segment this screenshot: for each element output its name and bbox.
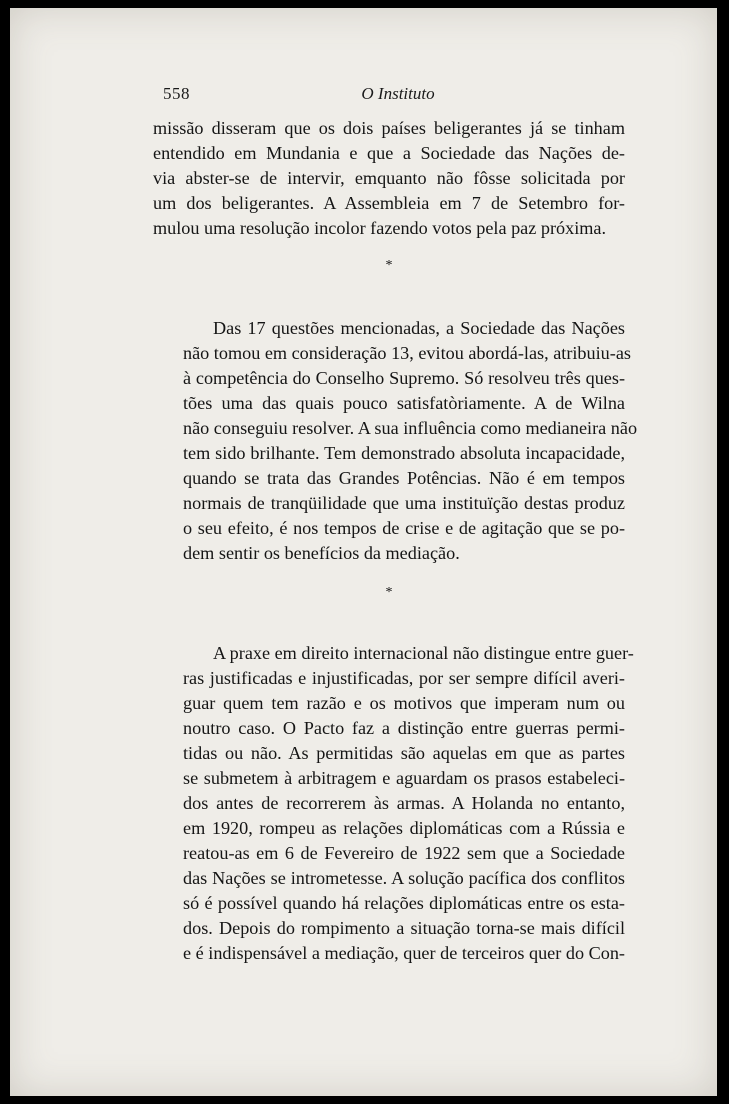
text-line: das Nações se intrometesse. A solução pacífica dos conflitos bbox=[183, 868, 625, 888]
running-title: O Instituto bbox=[361, 84, 435, 103]
text-line: via abster-se de intervir, emquanto não fôsse solicitada por bbox=[153, 168, 625, 188]
paragraph-1 bbox=[153, 116, 625, 241]
paragraph-3 bbox=[153, 641, 634, 966]
paragraph-2 bbox=[153, 316, 638, 566]
text-line: dos antes de recorrerem às armas. A Holanda no entanto, bbox=[183, 793, 625, 813]
text-line: quando se trata das Grandes Potências. Não é em tempos bbox=[183, 468, 625, 488]
text-line: à competência do Conselho Supremo. Só resolveu três ques- bbox=[183, 368, 625, 388]
text-line: tões uma das quais pouco satisfatòriamente. A de Wilna bbox=[183, 393, 625, 413]
text-line: reatou-as em 6 de Fevereiro de 1922 sem que a Sociedade bbox=[183, 843, 625, 863]
text-line: se submetem à arbitragem e aguardam os prasos estabeleci- bbox=[183, 768, 625, 788]
text-line: normais de tranqüilidade que uma instituïção destas produz bbox=[183, 493, 625, 513]
page-header bbox=[163, 84, 633, 110]
body-text bbox=[153, 116, 638, 966]
section-separator: * bbox=[385, 258, 393, 273]
text-line: tem sido brilhante. Tem demonstrado absoluta incapacidade, bbox=[183, 443, 625, 463]
text-line: missão disseram que os dois países beligerantes já se tinham bbox=[153, 118, 625, 138]
text-line: ras justificadas e injustificadas, por ser sempre difícil averi- bbox=[183, 668, 625, 688]
text-line: tidas ou não. As permitidas são aquelas em que as partes bbox=[183, 743, 625, 763]
text-line: guar quem tem razão e os motivos que imperam num ou bbox=[183, 693, 625, 713]
text-line: noutro caso. O Pacto faz a distinção entre guerras permi- bbox=[183, 718, 625, 738]
section-separator: * bbox=[385, 585, 393, 600]
text-line: mulou uma resolução incolor fazendo votos pela paz próxima. bbox=[153, 218, 607, 238]
text-line: só é possível quando há relações diplomáticas entre os esta- bbox=[183, 893, 625, 913]
text-line: dem sentir os benefícios da mediação. bbox=[183, 543, 460, 563]
text-line: não tomou em consideração 13, evitou abordá-las, atribuiu-as bbox=[183, 343, 631, 363]
text-line: Das 17 questões mencionadas, a Sociedade das Nações bbox=[213, 318, 625, 338]
text-line: um dos beligerantes. A Assembleia em 7 de Setembro for- bbox=[153, 193, 625, 213]
text-line: A praxe em direito internacional não distingue entre guer- bbox=[213, 643, 634, 663]
text-line: em 1920, rompeu as relações diplomáticas com a Rússia e bbox=[183, 818, 625, 838]
text-line: dos. Depois do rompimento a situação torna-se mais difícil bbox=[183, 918, 625, 938]
page-number: 558 bbox=[163, 84, 190, 103]
text-line: e é indispensável a mediação, quer de terceiros quer do Con- bbox=[183, 943, 625, 963]
text-line: entendido em Mundania e que a Sociedade das Nações de- bbox=[153, 143, 625, 163]
text-line: não conseguiu resolver. A sua influência como medianeira não bbox=[183, 418, 638, 438]
text-line: o seu efeito, é nos tempos de crise e de agitação que se po- bbox=[183, 518, 625, 538]
